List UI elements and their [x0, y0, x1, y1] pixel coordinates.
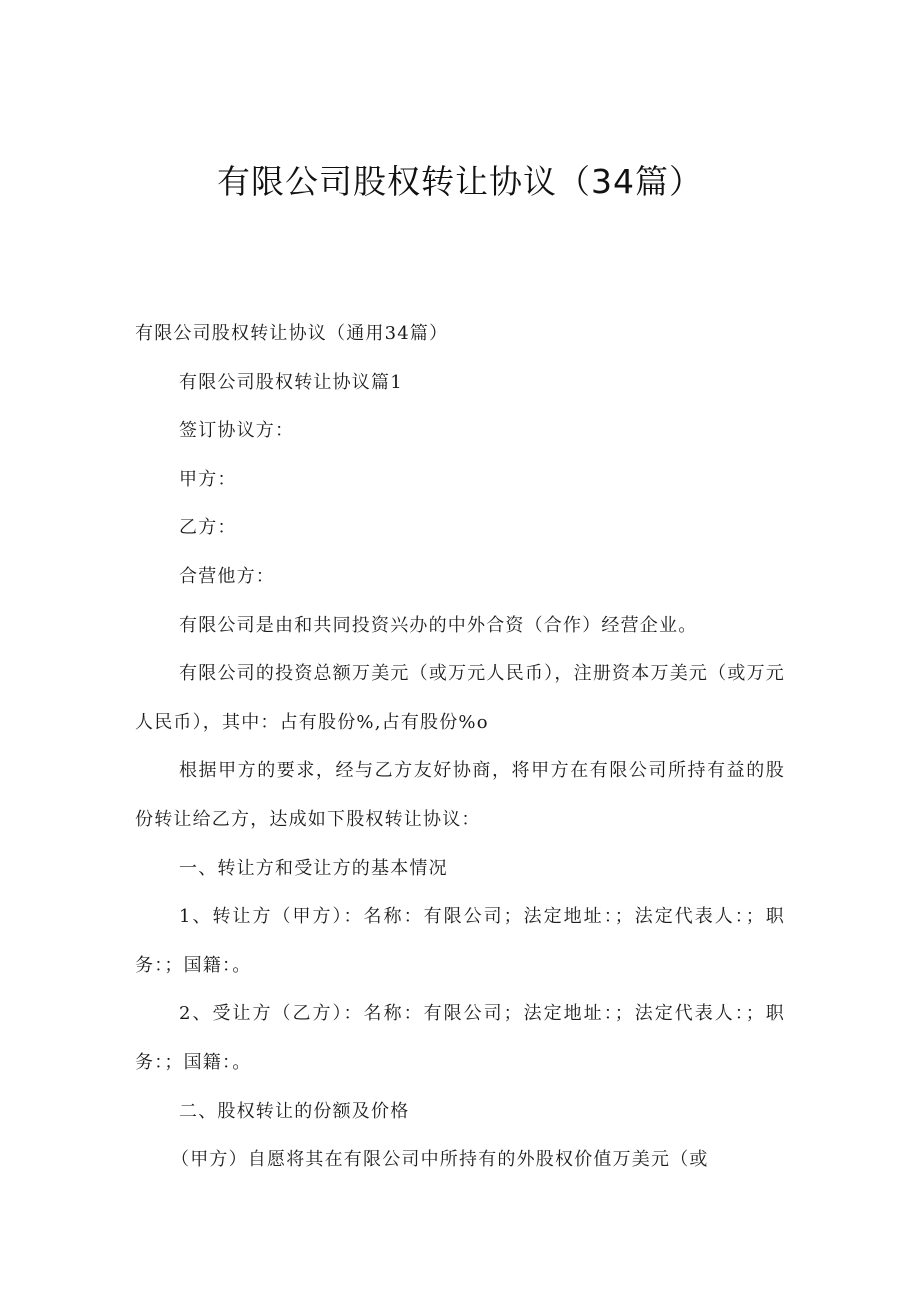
paragraph-share-transfer: （甲方）自愿将其在有限公司中所持有的外股权价值万美元（或 — [171, 1149, 709, 1171]
paragraph-agreement-basis: 根据甲方的要求，经与乙方友好协商，将甲方在有限公司所持有益的股份转让给乙方，达成如下股权转让协议： — [135, 760, 785, 830]
paragraph-section-heading: 有限公司股权转让协议篇1 — [179, 371, 403, 393]
paragraph-investment: 有限公司的投资总额万美元（或万元人民币），注册资本万美元（或万元人民币），其中：占有股份%,占有股份%o — [135, 663, 785, 733]
paragraph-party-a: 甲方： — [179, 468, 237, 490]
paragraph-heading-one: 一、转让方和受让方的基本情况 — [179, 857, 448, 879]
document-title: 有限公司股权转让协议（34篇） — [217, 162, 703, 201]
document-body — [135, 310, 785, 1185]
paragraph-other-party: 合营他方： — [179, 565, 275, 587]
paragraph-company-intro: 有限公司是由和共同投资兴办的中外合资（合作）经营企业。 — [179, 614, 698, 636]
paragraph-parties-label: 签订协议方： — [179, 420, 295, 442]
paragraph-subtitle: 有限公司股权转让协议（通用34篇） — [135, 323, 449, 344]
paragraph-heading-two: 二、股权转让的份额及价格 — [179, 1100, 410, 1122]
paragraph-transferor: 1、转让方（甲方）：名称：有限公司；法定地址：；法定代表人：；职务：；国籍：。 — [135, 906, 785, 976]
paragraph-transferee: 2、受让方（乙方）：名称：有限公司；法定地址：；法定代表人：；职务：；国籍：。 — [135, 1003, 785, 1073]
paragraph-party-b: 乙方： — [179, 517, 237, 539]
